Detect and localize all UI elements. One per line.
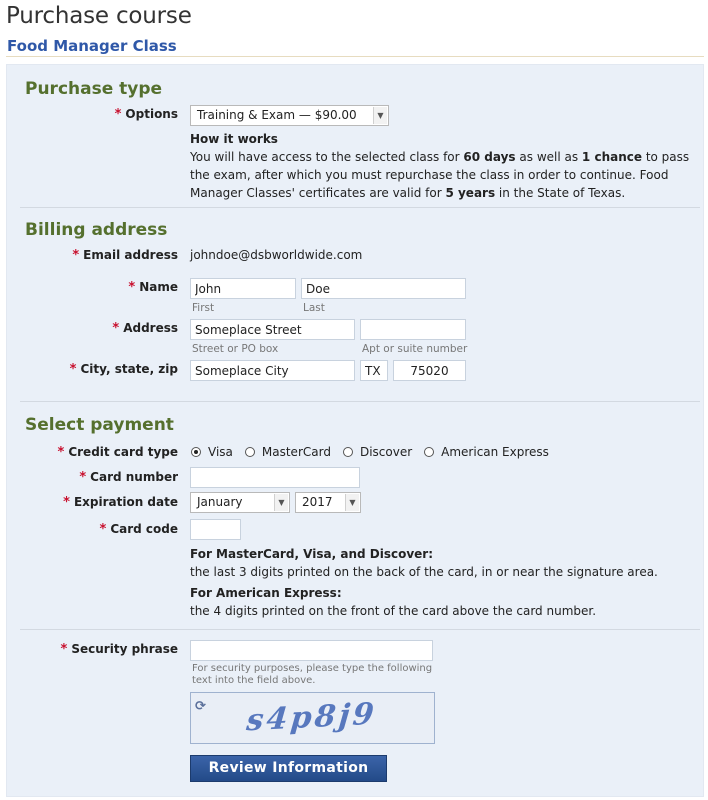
options-select[interactable] <box>190 105 389 126</box>
radio-empty-icon <box>424 447 434 457</box>
card-code-help-amex: For American Express: the 4 digits printed on the front of the card above the card number. <box>190 586 597 618</box>
refresh-icon[interactable]: ⟳ <box>195 699 206 714</box>
exp-year-select[interactable] <box>295 492 361 513</box>
radio-empty-icon <box>343 447 353 457</box>
first-name-hint: First <box>192 302 215 314</box>
options-label: * Options <box>114 107 178 122</box>
card-number-label: * Card number <box>79 470 178 485</box>
expiration-label: * Expiration date <box>63 495 178 510</box>
security-phrase-label: * Security phrase <box>60 642 178 657</box>
security-phrase-input[interactable] <box>190 640 433 661</box>
page-subtitle: Food Manager Class <box>7 37 177 55</box>
card-code-help-mvd: For MasterCard, Visa, and Discover: the last 3 digits printed on the back of the card, in or near the signature area. <box>190 547 658 579</box>
radio-american-express[interactable]: American Express <box>424 445 549 459</box>
required-marker: * <box>114 107 122 122</box>
name-label: * Name <box>128 280 178 295</box>
apt-hint: Apt or suite number <box>362 343 468 355</box>
billing-address-heading: Billing address <box>25 220 168 240</box>
review-information-button[interactable]: Review Information <box>190 755 387 782</box>
page-title: Purchase course <box>6 3 192 29</box>
radio-empty-icon <box>245 447 255 457</box>
zip-input[interactable] <box>393 360 466 381</box>
email-label: * Email address <box>72 248 178 263</box>
exp-month-select[interactable] <box>190 492 290 513</box>
first-name-input[interactable] <box>190 278 296 299</box>
chevron-down-icon: ▼ <box>373 107 387 124</box>
exp-year-value: 2017 <box>302 495 333 509</box>
apt-input[interactable] <box>360 319 466 340</box>
radio-selected-icon <box>191 447 201 457</box>
chevron-down-icon: ▼ <box>274 494 288 511</box>
purchase-type-heading: Purchase type <box>25 79 163 99</box>
radio-mastercard[interactable]: MasterCard <box>245 445 331 459</box>
section-divider <box>20 207 700 208</box>
radio-discover[interactable]: Discover <box>343 445 412 459</box>
section-divider <box>20 629 700 630</box>
header-divider <box>6 56 704 57</box>
chevron-down-icon: ▼ <box>345 494 359 511</box>
card-code-input[interactable] <box>190 519 241 540</box>
how-it-works-title: How it works <box>190 132 278 146</box>
exp-month-value: January <box>197 495 243 509</box>
city-state-zip-label: * City, state, zip <box>69 362 178 377</box>
section-divider <box>20 401 700 402</box>
card-number-input[interactable] <box>190 467 360 488</box>
address-label: * Address <box>112 321 178 336</box>
state-input[interactable] <box>360 360 388 381</box>
email-value: johndoe@dsbworldwide.com <box>190 248 363 262</box>
radio-visa[interactable]: Visa <box>191 445 233 459</box>
purchase-form-panel <box>6 64 704 797</box>
last-name-hint: Last <box>303 302 325 314</box>
card-code-label: * Card code <box>99 522 178 537</box>
cc-type-radio-group <box>191 445 561 459</box>
captcha-text: s4p8j9 <box>245 696 379 739</box>
city-input[interactable] <box>190 360 355 381</box>
cc-type-label: * Credit card type <box>57 445 178 460</box>
options-select-value: Training & Exam — $90.00 <box>197 108 357 122</box>
security-help: For security purposes, please type the following text into the field above. <box>192 663 433 686</box>
last-name-input[interactable] <box>301 278 466 299</box>
street-hint: Street or PO box <box>192 343 279 355</box>
select-payment-heading: Select payment <box>25 415 174 435</box>
captcha-image <box>190 692 435 744</box>
street-input[interactable] <box>190 319 355 340</box>
how-it-works: How it works You will have access to the selected class for 60 days as well as 1 chance to pass the exam, after which you must repurchase the class in order to continue. Food Manager Classes' certificates are valid for 5 years in the State of Texas. <box>190 132 690 200</box>
